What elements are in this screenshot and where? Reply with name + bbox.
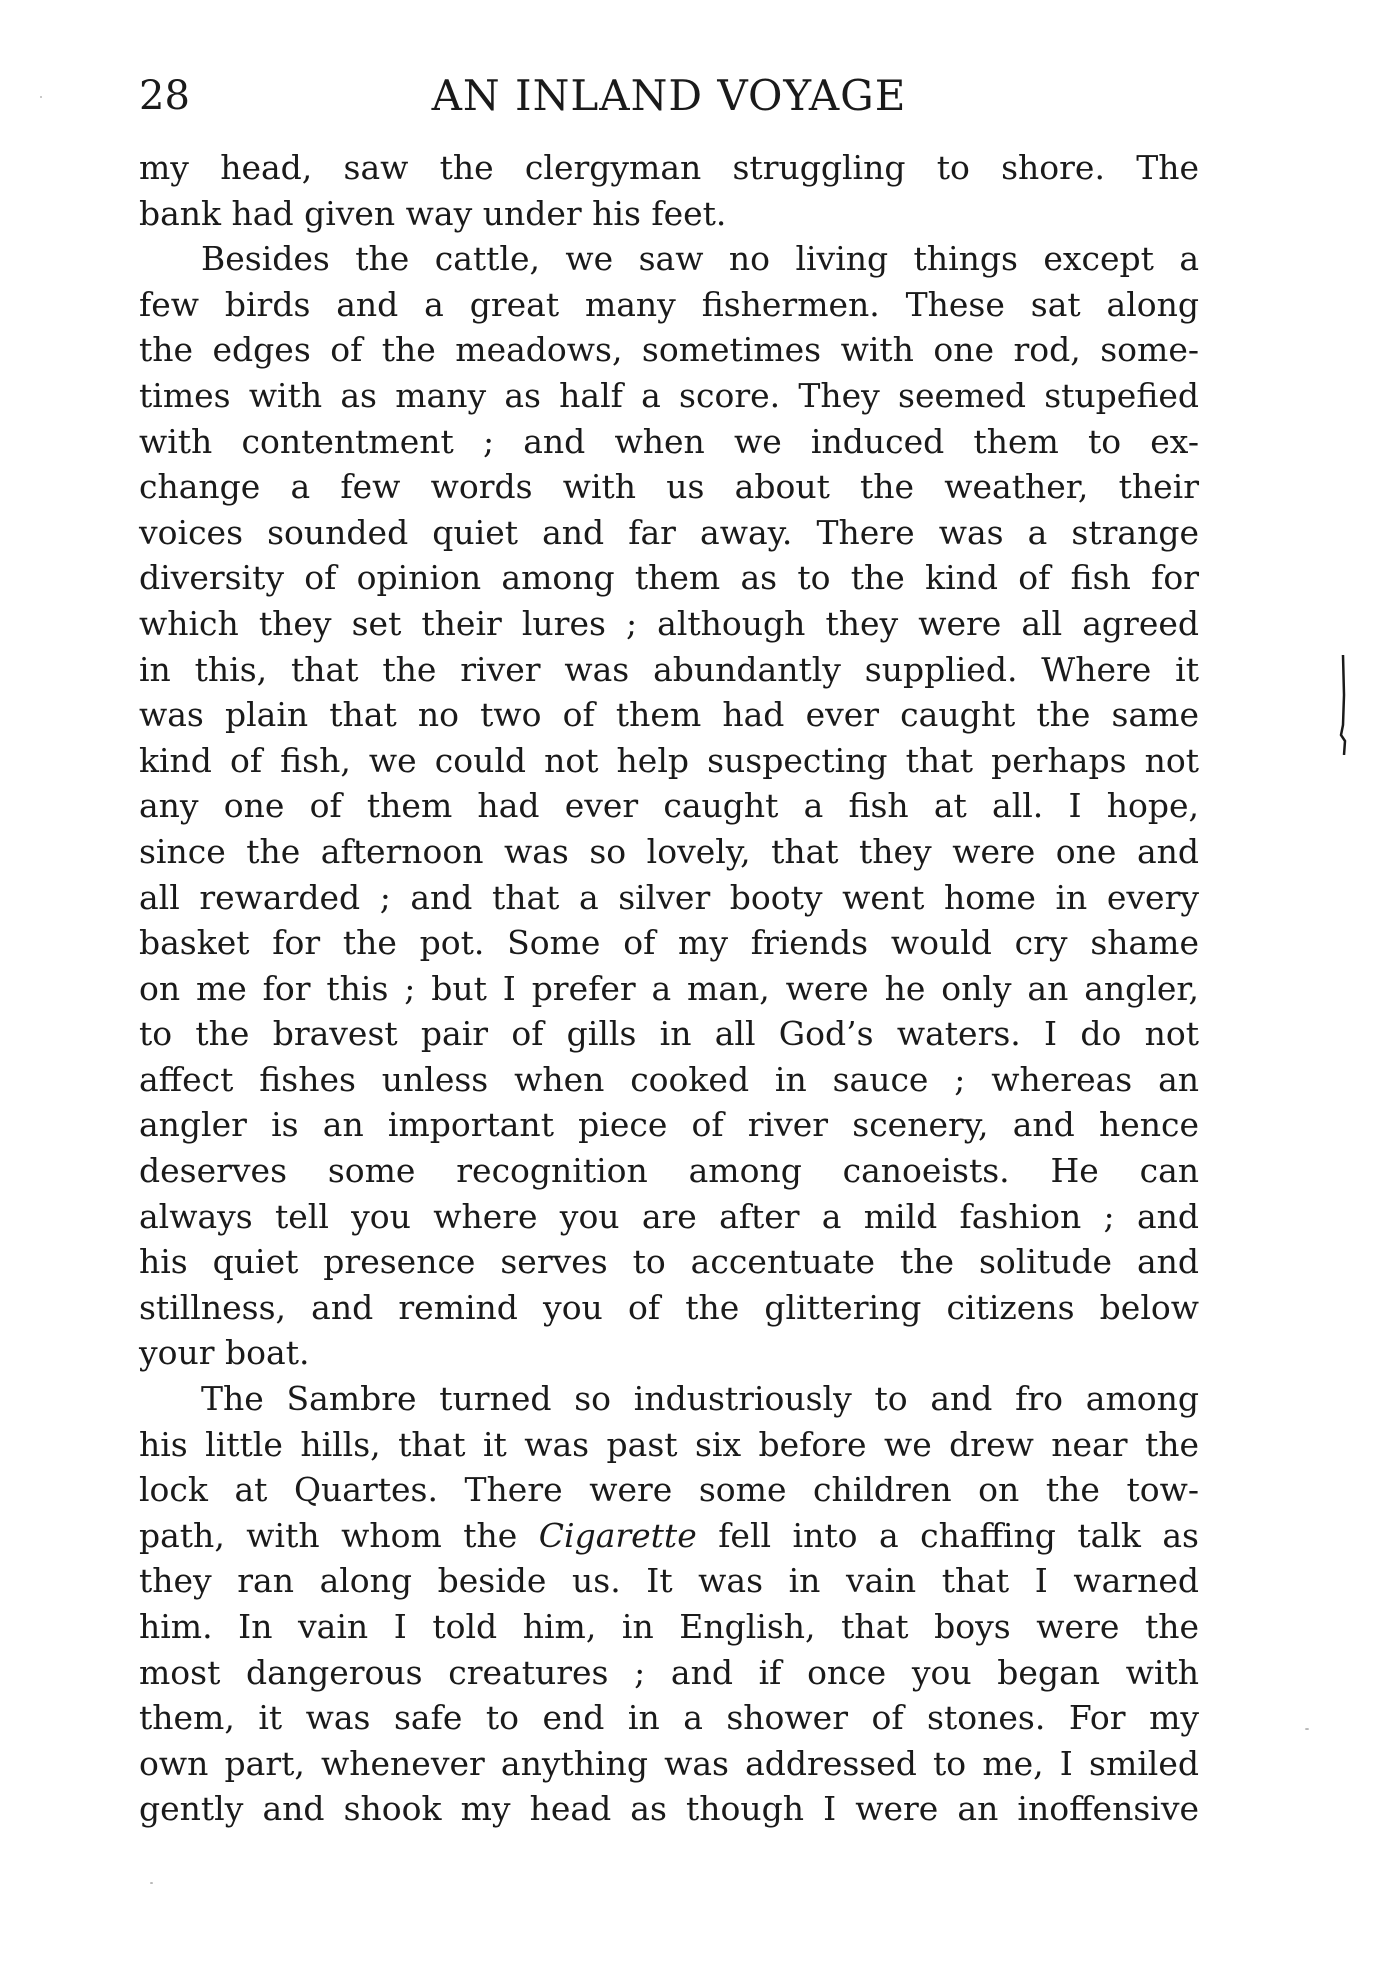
text-line: always tell you where you are after a mild fashion ; and xyxy=(139,1196,1199,1236)
text-line: own part, whenever anything was addressed to me, I smiled xyxy=(139,1743,1199,1783)
text-line: to the bravest pair of gills in all God’s waters. I do not xyxy=(139,1014,1199,1054)
text-line: change a few words with us about the weather, their xyxy=(139,467,1199,507)
text-line: bank had given way under his feet. xyxy=(139,193,727,233)
page-header xyxy=(139,66,1199,126)
page-number: 28 xyxy=(139,73,190,119)
text-line: deserves some recognition among canoeists. He can xyxy=(139,1151,1199,1191)
text-line: your boat. xyxy=(139,1333,310,1373)
text-line: his little hills, that it was past six before we drew near the xyxy=(139,1424,1199,1464)
text-line: with contentment ; and when we induced them to ex- xyxy=(139,421,1199,461)
text-line: since the afternoon was so lovely, that they were one and xyxy=(139,831,1199,871)
text-line: them, it was safe to end in a shower of stones. For my xyxy=(139,1698,1199,1738)
text-line: affect fishes unless when cooked in sauce ; whereas an xyxy=(139,1059,1199,1099)
text-line: Besides the cattle, we saw no living things except a xyxy=(201,239,1199,279)
text-line: all rewarded ; and that a silver booty went home in every xyxy=(139,877,1199,917)
scan-speck xyxy=(150,1882,153,1884)
text-line: voices sounded quiet and far away. There was a strange xyxy=(139,512,1199,552)
text-line: angler is an important piece of river scenery, and hence xyxy=(139,1105,1199,1145)
text-line: any one of them had ever caught a fish at all. I hope, xyxy=(139,786,1199,826)
text-line: basket for the pot. Some of my friends would cry shame xyxy=(139,923,1199,963)
text-line: they ran along beside us. It was in vain that I warned xyxy=(139,1561,1199,1601)
text-line: few birds and a great many fishermen. These sat along xyxy=(139,284,1199,324)
text-line: times with as many as half a score. They seemed stupefied xyxy=(139,375,1199,415)
text-line: was plain that no two of them had ever caught the same xyxy=(139,695,1199,735)
body-text xyxy=(139,145,1199,1832)
running-title: AN INLAND VOYAGE xyxy=(431,71,907,120)
text-line: the edges of the meadows, sometimes with one rod, some- xyxy=(139,330,1199,370)
text-line: on me for this ; but I prefer a man, were he only an angler, xyxy=(139,968,1199,1008)
text-line: gently and shook my head as though I were an inoffensive xyxy=(139,1789,1199,1829)
text-line: kind of fish, we could not help suspecting that perhaps not xyxy=(139,740,1199,780)
text-line: in this, that the river was abundantly supplied. Where it xyxy=(139,649,1199,689)
text-line: The Sambre turned so industriously to and fro among xyxy=(201,1379,1199,1419)
margin-mark xyxy=(1338,655,1350,755)
text-line: path, with whom the Cigarette fell into a chaffing talk as xyxy=(139,1515,1199,1555)
text-line: most dangerous creatures ; and if once you began with xyxy=(139,1652,1199,1692)
text-line: my head, saw the clergyman struggling to shore. The xyxy=(139,148,1199,187)
scan-speck xyxy=(40,96,42,98)
text-line: stillness, and remind you of the glittering citizens below xyxy=(139,1287,1199,1327)
text-line: his quiet presence serves to accentuate the solitude and xyxy=(139,1242,1199,1282)
text-line: him. In vain I told him, in English, that boys were the xyxy=(139,1607,1199,1646)
scan-speck xyxy=(1305,1728,1309,1730)
text-line: which they set their lures ; although they were all agreed xyxy=(139,603,1199,643)
text-line: diversity of opinion among them as to the kind of fish for xyxy=(139,558,1199,598)
text-line: lock at Quartes. There were some children on the tow- xyxy=(139,1470,1199,1510)
italic-name: Cigarette xyxy=(538,1515,697,1555)
